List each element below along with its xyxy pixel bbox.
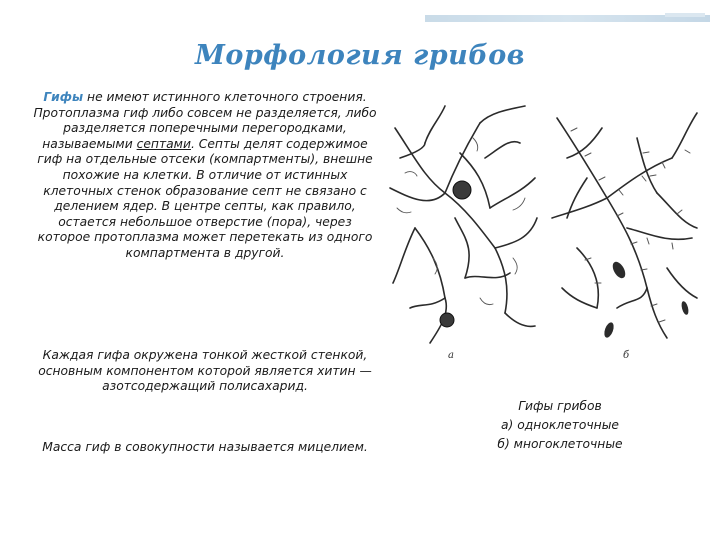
caption-item-b: б) многоклеточные [497,437,623,451]
term-hyphae: Гифы [43,90,84,104]
paragraph1-text-part2: . Септы делят содержимое гиф на отдельные отсеки (компартменты), внешне похожие на клетки. В отличие от истинных клеточных стенок образование септ не связано с делением ядер. В центре септы, как правило, остается небольшое отверстие (пора), через которое протоплазма может перетекать из одного компартмента в другой. [37,136,373,260]
slide-title: Морфология грибов [194,40,526,71]
hyphae-drawing-multicellular [547,98,702,348]
term-septa: септами [136,136,191,151]
figure-caption [470,397,650,454]
paragraph-hyphae-wall: Каждая гифа окружена тонкой жесткой стенкой, основным компонентом которой является хитин — азотсодержащий полисахарид. [38,348,372,394]
paragraph-hyphae-structure [30,90,380,262]
paragraph1-text-part1: не имеют истинного клеточного строения. Протоплазма гиф либо совсем не разделяется, либо разделяется поперечными перегородками, называемыми [33,90,377,151]
hyphae-drawing-unicellular [385,98,540,348]
label-panel-b: б [623,350,630,361]
caption-title: Гифы грибов [518,399,602,413]
label-panel-a: а [448,350,454,361]
paragraph-mycelium: Масса гиф в совокупности называется мицелием. [42,440,368,454]
caption-item-a: а) одноклеточные [501,418,619,432]
decorative-header-bar [425,15,710,22]
hyphae-illustration [385,98,705,361]
